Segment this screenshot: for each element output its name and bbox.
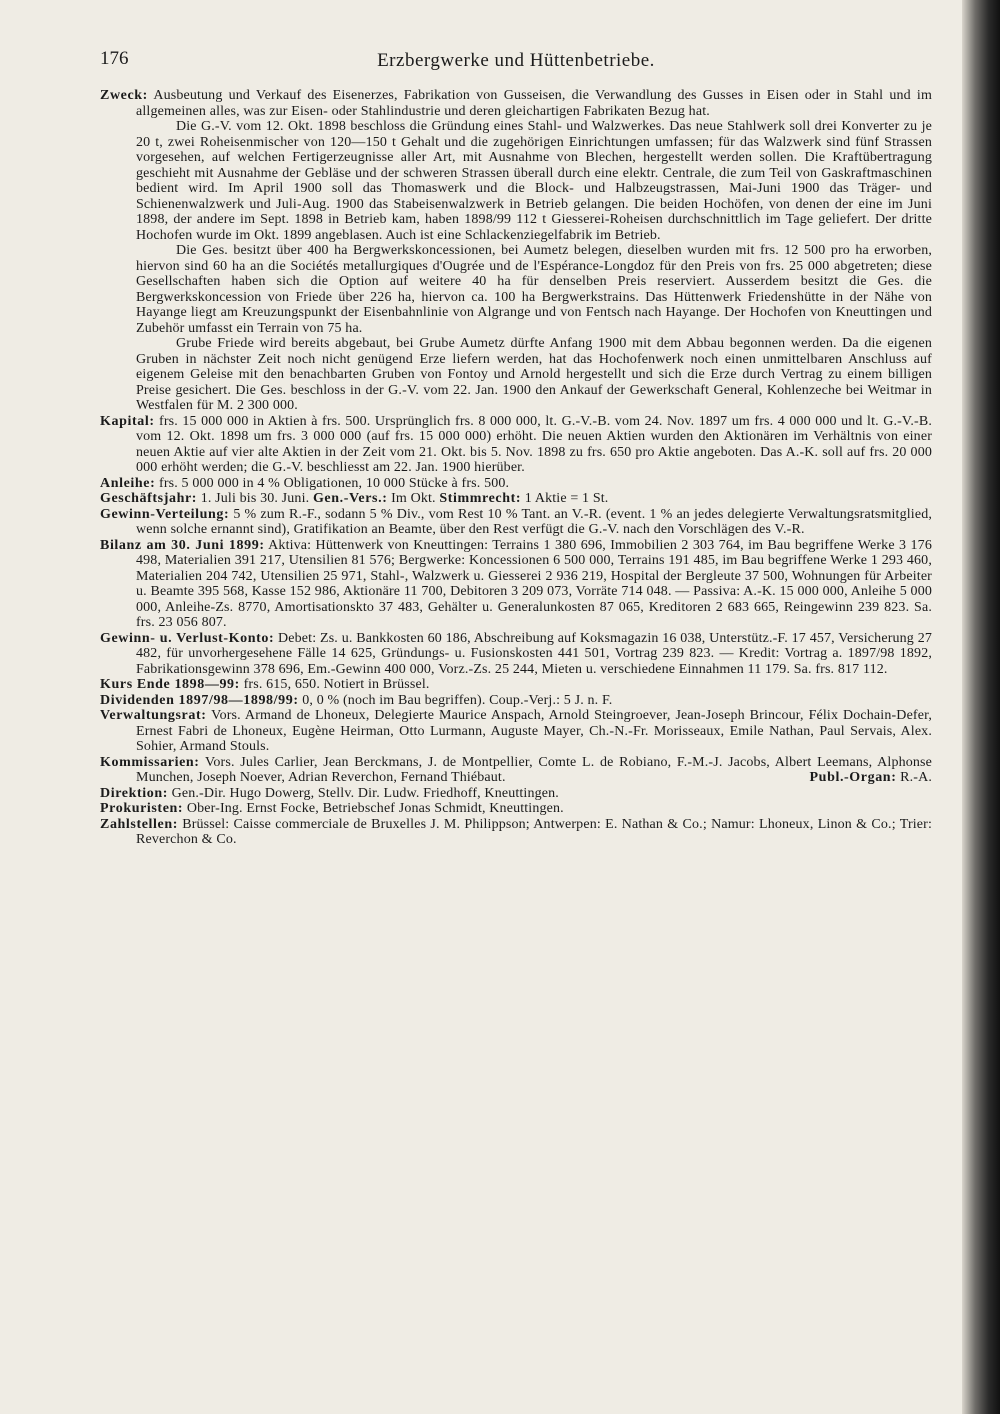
text-geschaeftsjahr: 1. Juli bis 30. Juni. (200, 491, 310, 506)
text-publ-organ: R.-A. (900, 770, 932, 785)
entry-kurs (100, 677, 932, 693)
text-gewinn-verteilung: 5 % zum R.-F., sodann 5 % Div., vom Rest 10 % Tant. an V.-R. (event. 1 % an jedes delegierte Verwaltungsratsmitglied, wenn solche ernannt sind), Gratifikation an Beamte, über den Rest verfügt die G.-V. nach den Vorschlägen des V.-R. (136, 506, 932, 537)
entry-anleihe (100, 476, 932, 492)
label-verwaltungsrat: Verwaltungsrat: (100, 708, 207, 723)
entry-dividenden (100, 693, 932, 709)
label-anleihe: Anleihe: (100, 475, 156, 491)
paragraph-grube-friede: Grube Friede wird bereits abgebaut, bei Grube Aumetz dürfte Anfang 1900 mit dem Abbau begonnen werden. Da die eigenen Gruben in nächster Zeit noch nicht genügend Erze liefern werden, hat das Hochofenwerk noch einen unmittelbaren Anschluss auf eigenem Geleise mit den benachbarten Gruben von Fontoy und Arnold hergestellt und sich die Erze durch Vertrag zu einem billigen Preise gesichert. Die Ges. beschloss in der G.-V. vom 22. Jan. 1900 den Ankauf der Gewerkschaft General, Kohlenzeche bei Weitmar in Westfalen für M. 2 300 000. (136, 336, 932, 413)
entry-kapital (100, 414, 932, 476)
paragraph-stahlwerk: Die G.-V. vom 12. Okt. 1898 beschloss die Gründung eines Stahl- und Walzwerkes. Das neue Stahlwerk soll drei Konverter zu je 20 t, zwei Roheisenmischer von 120—150 t Gehalt und die zugehörigen Einrichtungen umfassen; für das Walzwerk sind fünf Strassen vorgesehen, auf welchen Fertigerzeugnisse aller Art, mit Ausnahme von Blechen, hergestellt werden sollen. Die Kraftübertragung geschieht mit Ausnahme der Gebläse und der schweren Strassen überall durch eine elektr. Centrale, die zum Teil von Gaskraftmaschinen bedient wird. Im April 1900 soll das Thomaswerk und die Block- und Halbzeugstrassen, Mai-Juni 1900 das Träger- und Schienenwalzwerk und Juli-Aug. 1900 das Stabeisenwalzwerk in Betrieb gelangen. Die beiden Hochöfen, von denen der eine im Juni 1898, der andere im Sept. 1898 in Betrieb kam, haben 1898/99 112 t Giesserei-Roheisen durchschnittlich im Tage geliefert. Der dritte Hochofen wurde im Okt. 1899 angeblasen. Auch ist eine Schlackenziegelfabrik im Betrieb. (136, 119, 932, 243)
text-stimmrecht: 1 Aktie = 1 St. (524, 491, 609, 506)
entry-verwaltungsrat (100, 708, 932, 755)
text-anleihe: frs. 5 000 000 in 4 % Obligationen, 10 000 Stücke à frs. 500. (159, 475, 510, 491)
label-gewinn-verlust: Gewinn- u. Verlust-Konto: (100, 630, 275, 646)
entry-zahlstellen (100, 817, 932, 848)
scan-edge (962, 0, 1000, 1414)
entry-kommissarien (100, 755, 932, 786)
label-kurs: Kurs Ende 1898—99: (100, 677, 240, 692)
text-kapital: frs. 15 000 000 in Aktien à frs. 500. Ursprünglich frs. 8 000 000, lt. G.-V.-B. vom 24. Nov. 1897 um frs. 4 000 000 und lt. G.-V.-B. vom 12. Okt. 1898 um frs. 3 000 000 (auf frs. 15 000 000) erhöht. Die neuen Aktien wurden den Aktionären im Verhältnis von einer neuen Aktie auf vier alte Aktien in der Zeit vom 21. Okt. bis 5. Nov. 1898 zu frs. 650 pro Aktie angeboten. Das A.-K. soll auf frs. 20 000 000 erhöht werden; die G.-V. beschliesst am 22. Jan. 1900 hierüber. (136, 413, 932, 475)
label-kapital: Kapital: (100, 413, 155, 429)
text-direktion: Gen.-Dir. Hugo Dowerg, Stellv. Dir. Ludw. Friedhoff, Kneuttingen. (171, 785, 559, 801)
entry-zweck (100, 88, 932, 119)
entries (100, 88, 932, 848)
label-gewinn-verteilung: Gewinn-Verteilung: (100, 506, 230, 522)
label-zweck: Zweck: (100, 88, 148, 103)
running-title: Erzbergwerke und Hüttenbetriebe. (377, 50, 655, 71)
document-page (100, 48, 932, 1398)
publ-organ (810, 770, 932, 786)
entry-gewinn-verteilung (100, 507, 932, 538)
text-kurs: frs. 615, 650. Notiert in Brüssel. (243, 677, 430, 692)
label-kommissarien: Kommissarien: (100, 754, 200, 770)
text-verwaltungsrat: Vors. Armand de Lhoneux, Delegierte Maurice Anspach, Arnold Steingroever, Jean-Joseph Brincour, Félix Dochain-Defer, Ernest Fabri de Lhoneux, Eugène Heirman, Otto Lurmann, Auguste Mayer, Ch.-N.-Fr. Morisseaux, Emile Nathan, Paul Servais, Alex. Sohier, Armand Stouls. (136, 708, 932, 754)
paragraph-bergwerkskoncessionen: Die Ges. besitzt über 400 ha Bergwerkskoncessionen, bei Aumetz belegen, dieselben wurden mit frs. 12 500 pro ha erworben, hiervon sind 60 ha an die Sociétés metallurgiques d'Ougrée und de l'Espérance-Longdoz für den Preis von frs. 25 000 abgetreten; diese Gesellschaften haben sich die Option auf weitere 40 ha für denselben Preis reserviert. Ausserdem besitzt die Ges. die Bergwerkskoncession von Friede über 226 ha, hiervon ca. 100 ha Bergwerkstrains. Das Hüttenwerk Friedenshütte in der Nähe von Hayange liegt am Kreuzungspunkt der Eisenbahnlinie von Algrange und von Fentsch nach Hayange. Der Hochofen von Kneuttingen und Zubehör umfasst ein Terrain von 75 ha. (136, 243, 932, 336)
page-header (100, 48, 932, 88)
entry-gewinn-verlust (100, 631, 932, 678)
label-prokuristen: Prokuristen: (100, 801, 184, 816)
label-stimmrecht: Stimmrecht: (439, 491, 522, 506)
page-number: 176 (100, 48, 129, 69)
text-prokuristen: Ober-Ing. Ernst Focke, Betriebschef Jonas Schmidt, Kneuttingen. (186, 801, 564, 816)
label-dividenden: Dividenden 1897/98—1898/99: (100, 692, 299, 708)
entry-direktion (100, 786, 932, 802)
text-bilanz: Aktiva: Hüttenwerk von Kneuttingen: Terrains 1 380 696, Immobilien 2 303 764, im Bau begriffene Werke 3 176 498, Materialien 391 217, Utensilien 81 576; Bergwerke: Koncessionen 6 500 000, Terrains 191 485, im Bau begriffene Werke 1 293 460, Materialien 204 742, Utensilien 25 971, Stahl-, Walzwerk u. Giesserei 2 936 219, Hospital der Bergleute 37 500, Wohnungen für Arbeiter u. Beamte 395 568, Kasse 152 986, Aktionäre 11 700, Debitoren 3 209 073, Vorräte 714 048. — Passiva: A.-K. 15 000 000, Anleihe 5 000 000, Anleihe-Zs. 8770, Amortisationskto 37 483, Gehälter u. Generalunkosten 87 065, Kreditoren 2 683 665, Reingewinn 239 823. Sa. frs. 23 056 807. (136, 537, 932, 630)
text-zweck: Ausbeutung und Verkauf des Eisenerzes, Fabrikation von Gusseisen, die Verwandlung des Gusses in Eisen oder in Stahl und im allgemeinen alles, was zur Eisen- oder Stahlindustrie und deren gleichartigen Fabrikaten Bezug hat. (136, 88, 932, 119)
label-bilanz: Bilanz am 30. Juni 1899: (100, 537, 265, 553)
entry-geschaeftsjahr (100, 491, 932, 507)
text-zahlstellen: Brüssel: Caisse commerciale de Bruxelles J. M. Philippson; Antwerpen: E. Nathan & Co.; Namur: Lhoneux, Linon & Co.; Trier: Reverchon & Co. (136, 816, 932, 847)
label-zahlstellen: Zahlstellen: (100, 816, 178, 832)
label-geschaeftsjahr: Geschäftsjahr: (100, 491, 198, 506)
entry-bilanz (100, 538, 932, 631)
entry-prokuristen (100, 801, 932, 817)
label-gen-vers: Gen.-Vers.: (312, 491, 388, 506)
label-publ-organ: Publ.-Organ: (809, 770, 897, 785)
text-dividenden: 0, 0 % (noch im Bau begriffen). Coup.-Verj.: 5 J. n. F. (302, 692, 613, 708)
text-gen-vers: Im Okt. (391, 491, 436, 506)
text-gewinn-verlust: Debet: Zs. u. Bankkosten 60 186, Abschreibung auf Koksmagazin 16 038, Unterstütz.-F. 17 457, Versicherung 27 482, für unvorhergesehene Fälle 14 625, Gründungs- u. Fusionskosten 441 501, Vortrag 239 823. — Kredit: Vortrag a. 1897/98 1892, Fabrikationsgewinn 378 696, Em.-Gewinn 400 000, Vorz.-Zs. 25 244, Mieten u. verschiedene Einnahmen 11 179. Sa. frs. 817 112. (136, 630, 932, 677)
label-direktion: Direktion: (100, 785, 168, 801)
text-kommissarien: Vors. Jules Carlier, Jean Berckmans, J. de Montpellier, Comte L. de Robiano, F.-M.-J. Jacobs, Albert Leemans, Alphonse Munchen, Joseph Noever, Adrian Reverchon, Fernand Thiébaut. (136, 754, 932, 785)
